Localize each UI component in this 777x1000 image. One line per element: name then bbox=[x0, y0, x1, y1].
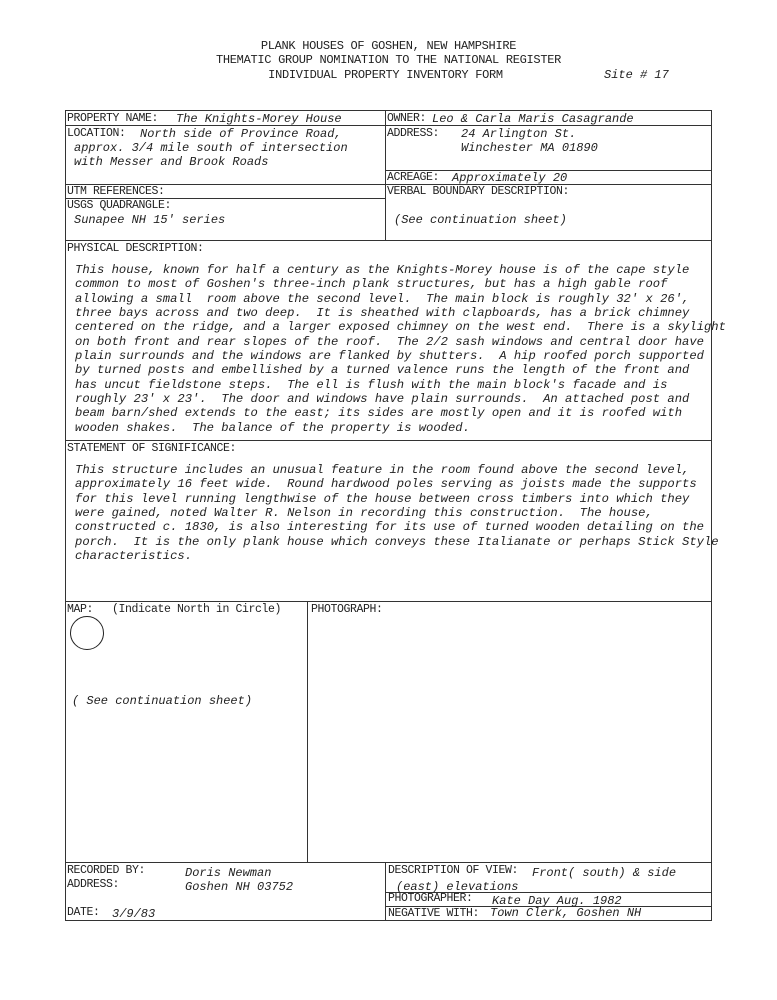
text-line: approximately 16 feet wide. Round hardwood poles serving as joists made the supports bbox=[75, 477, 697, 492]
text-line: has uncut fieldstone steps. The ell is flush with the main block's facade and is bbox=[75, 377, 668, 392]
usgs-label: USGS QUADRANGLE: bbox=[67, 199, 172, 212]
map-hint: (Indicate North in Circle) bbox=[112, 603, 282, 616]
text-line: roughly 23' x 23'. The door and windows have plain surrounds. An attached post and bbox=[75, 392, 690, 407]
text-line: This house, known for half a century as the Knights-Morey house is of the cape style bbox=[75, 263, 690, 277]
address-label: ADDRESS: bbox=[387, 127, 440, 140]
text-line: This structure includes an unusual feature in the room found above the second level, bbox=[75, 463, 690, 477]
location-line2: approx. 3/4 mile south of intersection bbox=[74, 141, 348, 155]
negative-label: NEGATIVE WITH: bbox=[388, 907, 480, 920]
text-line: constructed c. 1830, is also interesting for its use of turned wooden detailing on the bbox=[75, 520, 704, 535]
header-form-name: INDIVIDUAL PROPERTY INVENTORY FORM bbox=[268, 68, 503, 82]
view-label: DESCRIPTION OF VIEW: bbox=[388, 864, 519, 877]
photographer-value: Kate Day Aug. 1982 bbox=[492, 894, 622, 908]
text-line: centered on the ridge, and a larger exposed chimney on the west end. There is a skylight bbox=[75, 320, 726, 335]
north-circle bbox=[70, 616, 104, 650]
text-line: porch. It is the only plank house which conveys these Italianate or perhaps Stick Style bbox=[75, 534, 719, 549]
date-value: 3/9/83 bbox=[112, 907, 156, 921]
view-value2: (east) elevations bbox=[396, 880, 519, 894]
date-label: DATE: bbox=[67, 906, 100, 919]
property-name-value: The Knights-Morey House bbox=[176, 112, 342, 126]
text-line: by turned posts and embellished by a turned valence runs the length of the front and bbox=[75, 363, 690, 378]
text-line: common to most of Goshen's three-inch plank structures, but has a high gable roof bbox=[75, 277, 668, 292]
boundary-value: (See continuation sheet) bbox=[394, 213, 567, 227]
recorder-address-label: ADDRESS: bbox=[67, 878, 120, 891]
header-title: PLANK HOUSES OF GOSHEN, NEW HAMPSHIRE bbox=[260, 39, 517, 53]
utm-label: UTM REFERENCES: bbox=[67, 185, 165, 198]
acreage-label: ACREAGE: bbox=[387, 171, 440, 184]
photographer-label: PHOTOGRAPHER: bbox=[388, 892, 473, 905]
text-line: characteristics. bbox=[75, 549, 193, 564]
acreage-value: Approximately 20 bbox=[452, 171, 568, 185]
text-line: beam barn/shed extends to the east; its sides are mostly open and it is roofed with bbox=[75, 406, 683, 421]
recorded-value: Doris Newman bbox=[185, 866, 272, 880]
text-line: three bays across and two deep. It is sheathed with clapboards, has a brick chimney bbox=[75, 306, 690, 321]
location-line3: with Messer and Brook Roads bbox=[74, 155, 269, 169]
text-line: for this level running lengthwise of the house between cross timbers into which they bbox=[75, 491, 690, 506]
address-line2: Winchester MA 01890 bbox=[461, 141, 598, 155]
significance-text bbox=[75, 463, 719, 563]
text-line: allowing a small room above the second level. The main block is roughly 32' x 26', bbox=[75, 291, 690, 306]
location-label: LOCATION: bbox=[67, 127, 126, 140]
text-line: plain surrounds and the windows are flanked by shutters. A hip roofed porch supported bbox=[75, 349, 704, 364]
address-line1: 24 Arlington St. bbox=[461, 127, 577, 141]
text-line: wooden shakes. The balance of the property is wooded. bbox=[75, 420, 470, 435]
physical-text bbox=[75, 263, 726, 435]
significance-label: STATEMENT OF SIGNIFICANCE: bbox=[67, 442, 237, 455]
physical-label: PHYSICAL DESCRIPTION: bbox=[67, 242, 204, 255]
owner-value: Leo & Carla Maris Casagrande bbox=[432, 112, 634, 126]
recorder-address: Goshen NH 03752 bbox=[185, 880, 294, 894]
site-number: Site # 17 bbox=[604, 68, 669, 82]
location-line1: North side of Province Road, bbox=[140, 127, 342, 141]
photograph-cell bbox=[307, 601, 712, 863]
recorded-label: RECORDED BY: bbox=[67, 864, 146, 877]
text-line: were gained, noted Walter R. Nelson in recording this construction. The house, bbox=[75, 506, 653, 521]
header-subtitle: THEMATIC GROUP NOMINATION TO THE NATIONAL REGISTER bbox=[215, 53, 562, 67]
property-name-label: PROPERTY NAME: bbox=[67, 112, 159, 125]
view-value1: Front( south) & side bbox=[532, 866, 677, 880]
map-label: MAP: bbox=[67, 603, 94, 616]
negative-value: Town Clerk, Goshen NH bbox=[490, 906, 642, 920]
text-line: on both front and rear slopes of the roof. The 2/2 sash windows and central door have bbox=[75, 334, 704, 349]
owner-label: OWNER: bbox=[387, 112, 427, 125]
boundary-label: VERBAL BOUNDARY DESCRIPTION: bbox=[387, 185, 570, 198]
usgs-value: Sunapee NH 15' series bbox=[74, 213, 226, 227]
photograph-label: PHOTOGRAPH: bbox=[311, 603, 383, 616]
map-value: ( See continuation sheet) bbox=[72, 694, 253, 708]
